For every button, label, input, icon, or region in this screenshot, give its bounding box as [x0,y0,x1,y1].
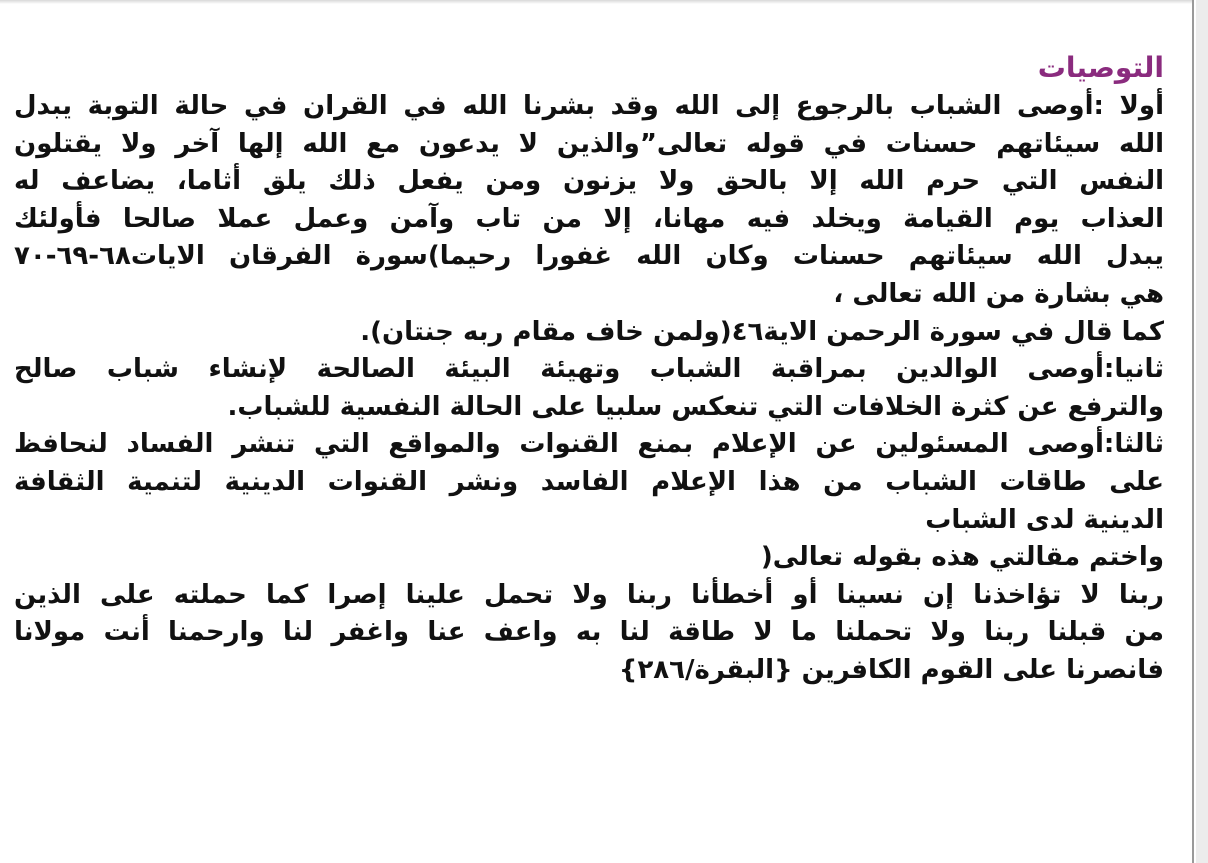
paragraph-line-1: أولا :أوصى الشباب بالرجوع إلى الله وقد بشرنا الله في القران في حالة التوبة يبدل [14,91,1164,121]
paragraph-line-8: ثانيا:أوصى الوالدين بمراقبة الشباب وتهيئة البيئة الصالحة لإنشاء شباب صالح [14,354,1164,385]
paragraph-line-3: النفس التي حرم الله إلا بالحق ولا يزنون ومن يفعل ذلك يلق أثاما، يضاعف له [14,166,1164,197]
paragraph-line-7: كما قال في سورة الرحمن الاية٤٦(ولمن خاف مقام ربه جنتان). [360,316,1164,347]
paragraph-line-2: الله سيئاتهم حسنات في قوله تعالى”والذين لا يدعون مع الله إلها آخر ولا يقتلون [14,128,1164,159]
paragraph-line-5: يبدل الله سيئاتهم حسنات وكان الله غفورا رحيما)سورة الفرقان الايات٦٨-٦٩-٧٠ [14,241,1164,272]
paragraph-line-13: واختم مقالتي هذه بقوله تعالى( [760,542,1164,573]
paragraph-line-12: الدينية لدى الشباب [925,504,1164,535]
paragraph-line-6: هي بشارة من الله تعالى ، [833,278,1164,309]
document-body [14,50,1164,690]
section-heading: التوصيات [1037,51,1164,84]
paragraph-line-14: ربنا لا تؤاخذنا إن نسينا أو أخطأنا ربنا ولا تحمل علينا إصرا كما حملته على الذين [14,579,1164,610]
paragraph-line-16: فانصرنا على القوم الكافرين {البقرة/٢٨٦} [618,654,1164,685]
top-divider [0,0,1192,4]
paragraph-line-15: من قبلنا ربنا ولا تحملنا ما لا طاقة لنا به واعف عنا واغفر لنا وارحمنا أنت مولانا [14,617,1164,648]
paragraph-line-9: والترفع عن كثرة الخلافات التي تنعكس سلبيا على الحالة النفسية للشباب. [227,391,1164,422]
paragraph-line-4: العذاب يوم القيامة ويخلد فيه مهانا، إلا من تاب وآمن وعمل عملا صالحا فأولئك [14,203,1164,234]
scrollbar-track[interactable] [1196,0,1208,863]
paragraph-line-11: على طاقات الشباب من هذا الإعلام الفاسد ونشر القنوات الدينية لتنمية الثقافة [14,466,1164,497]
paragraph-line-10: ثالثا:أوصى المسئولين عن الإعلام بمنع القنوات والمواقع التي تنشر الفساد لنحافظ [14,429,1164,460]
